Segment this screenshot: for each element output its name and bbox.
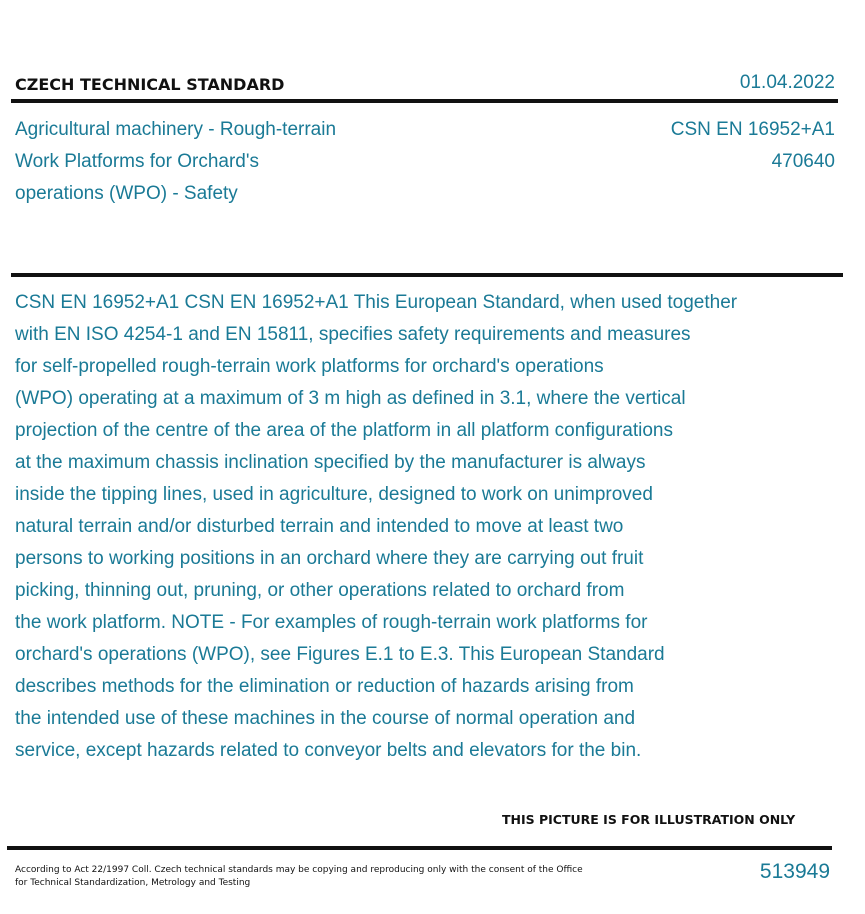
abstract-line: at the maximum chassis inclination specified by the manufacturer is always [15,452,646,473]
abstract-line: (WPO) operating at a maximum of 3 m high as defined in 3.1, where the vertical [15,388,686,409]
abstract-line: projection of the centre of the area of the platform in all platform configurations [15,420,673,441]
standard-title-line: operations (WPO) - Safety [15,183,238,204]
standard-title-line: Work Platforms for Orchard's [15,151,259,172]
illustration-disclaimer: THIS PICTURE IS FOR ILLUSTRATION ONLY [502,812,796,827]
document-header-title: CZECH TECHNICAL STANDARD [15,75,285,94]
abstract-line: persons to working positions in an orchard where they are carrying out fruit [15,548,644,569]
abstract-line: the work platform. NOTE - For examples of rough-terrain work platforms for [15,612,648,633]
footer-divider [7,846,832,850]
standard-title [15,114,435,210]
abstract-line: inside the tipping lines, used in agriculture, designed to work on unimproved [15,484,653,505]
standard-abstract [15,287,865,767]
abstract-line: picking, thinning out, pruning, or other operations related to orchard from [15,580,625,601]
abstract-line: for self-propelled rough-terrain work platforms for orchard's operations [15,356,604,377]
copyright-notice [15,864,595,890]
standard-title-line: Agricultural machinery - Rough-terrain [15,119,337,140]
standard-identifiers [671,114,835,178]
abstract-line: describes methods for the elimination or reduction of hazards arising from [15,676,634,697]
header-divider [11,99,838,103]
publication-date: 01.04.2022 [739,72,835,93]
standard-number: 470640 [771,151,835,172]
copyright-notice-line: According to Act 22/1997 Coll. Czech technical standards may be copying and reproducing only with the consent of the Office [15,865,583,875]
abstract-line: natural terrain and/or disturbed terrain and intended to move at least two [15,516,624,537]
catalog-number: 513949 [759,860,830,883]
copyright-notice-line: for Technical Standardization, Metrology and Testing [15,878,251,888]
standard-code: CSN EN 16952+A1 [670,119,835,140]
abstract-line: with EN ISO 4254-1 and EN 15811, specifies safety requirements and measures [15,324,691,345]
abstract-line: the intended use of these machines in the course of normal operation and [15,708,636,729]
title-divider [11,273,843,277]
abstract-line: service, except hazards related to conveyor belts and elevators for the bin. [15,740,642,761]
abstract-line: CSN EN 16952+A1 CSN EN 16952+A1 This European Standard, when used together [15,292,738,313]
abstract-line: orchard's operations (WPO), see Figures E.1 to E.3. This European Standard [15,644,665,665]
